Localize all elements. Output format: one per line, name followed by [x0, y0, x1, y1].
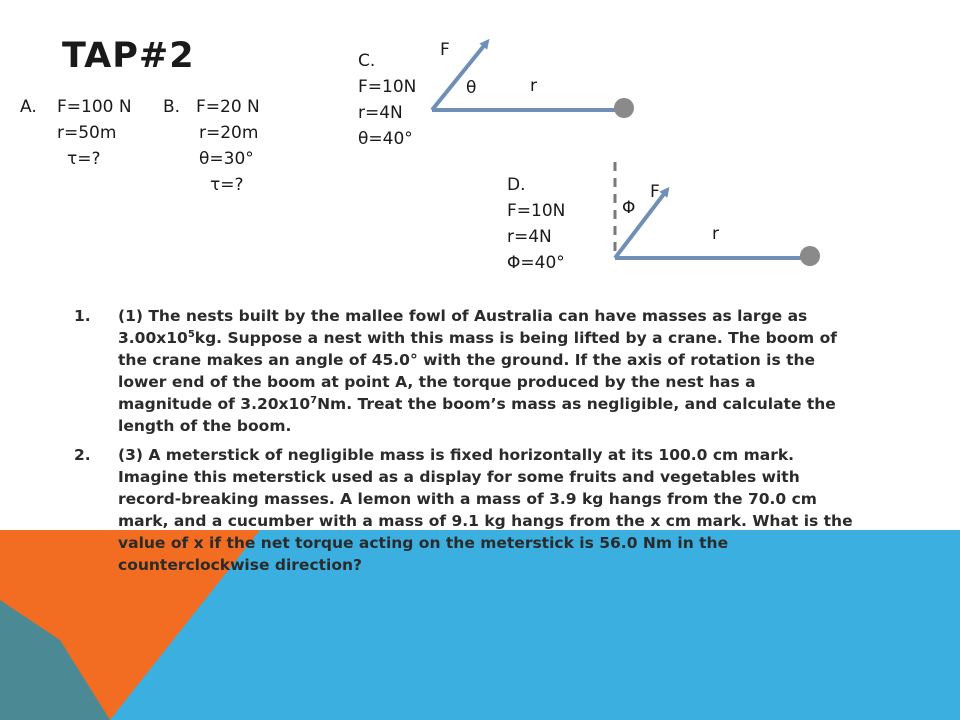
diagram-c-angle-label: θ	[466, 78, 477, 98]
pivot-point-d	[800, 246, 820, 266]
problem-a-label: A.	[20, 97, 37, 117]
word-problem-1	[74, 305, 854, 437]
diagram-d	[615, 162, 820, 266]
word-problem-2-text: (3) A meterstick of negligible mass is fixed horizontally at its 100.0 cm mark. Imagine this meterstick used as a display for some fruits and vegetables with record-breaking masses. A lemon with a mass of 3.9 kg hangs from the 70.0 cm mark, and a cucumber with a mass of 9.1 kg hangs from the x cm mark. What is the value of x if the net torque acting on the meterstick is 56.0 Nm in the counterclockwise direction?	[118, 446, 853, 574]
problem-c-label: C.	[358, 51, 376, 71]
problem-b-angle: θ=30°	[199, 149, 254, 169]
problem-a-radius: r=50m	[57, 123, 117, 143]
problem-d-angle: Φ=40°	[507, 253, 565, 273]
diagram-d-radius-label: r	[712, 224, 719, 244]
problem-b-force: F=20 N	[196, 97, 260, 117]
problem-c-angle: θ=40°	[358, 129, 413, 149]
word-problem-1-text-part1: (1) The nests built by the mallee fowl of Australia can have masses as large as 3.00x10	[118, 307, 808, 347]
diagram-c-radius-label: r	[530, 76, 537, 96]
word-problem-1-exponent-2: 7	[310, 394, 318, 406]
pivot-point-c	[614, 98, 634, 118]
word-problem-1-text-part2: kg. Suppose a nest with this mass is being lifted by a crane. The boom of the crane makes an angle of 45.0° with the ground. If the axis of rotation is the lower end of the boom at point A, the torque produced by the nest has a magnitude of 3.20x10	[118, 329, 837, 413]
problem-b-unknown: τ=?	[210, 175, 244, 195]
word-problem-1-number: 1.	[74, 307, 91, 325]
diagram-d-angle-label: Φ	[622, 198, 636, 218]
word-problems-list	[74, 305, 854, 583]
page-title: TAP#2	[62, 36, 195, 76]
word-problem-1-exponent-1: 5	[187, 328, 195, 340]
problem-c-radius: r=4N	[358, 103, 403, 123]
problem-d-label: D.	[507, 175, 526, 195]
problem-c-force: F=10N	[358, 77, 417, 97]
problem-d-force: F=10N	[507, 201, 566, 221]
problem-b-radius: r=20m	[199, 123, 259, 143]
word-problem-2	[74, 444, 854, 576]
problem-b-label: B.	[163, 97, 181, 117]
diagram-c-force-label: F	[440, 40, 450, 60]
diagram-d-force-label: F	[650, 182, 660, 202]
problem-a-force: F=100 N	[57, 97, 132, 117]
word-problem-2-number: 2.	[74, 446, 91, 464]
word-problem-1-text-part3: Nm. Treat the boom’s mass as negligible, and calculate the length of the boom.	[118, 395, 836, 435]
problem-d-radius: r=4N	[507, 227, 552, 247]
problem-a-unknown: τ=?	[67, 149, 101, 169]
